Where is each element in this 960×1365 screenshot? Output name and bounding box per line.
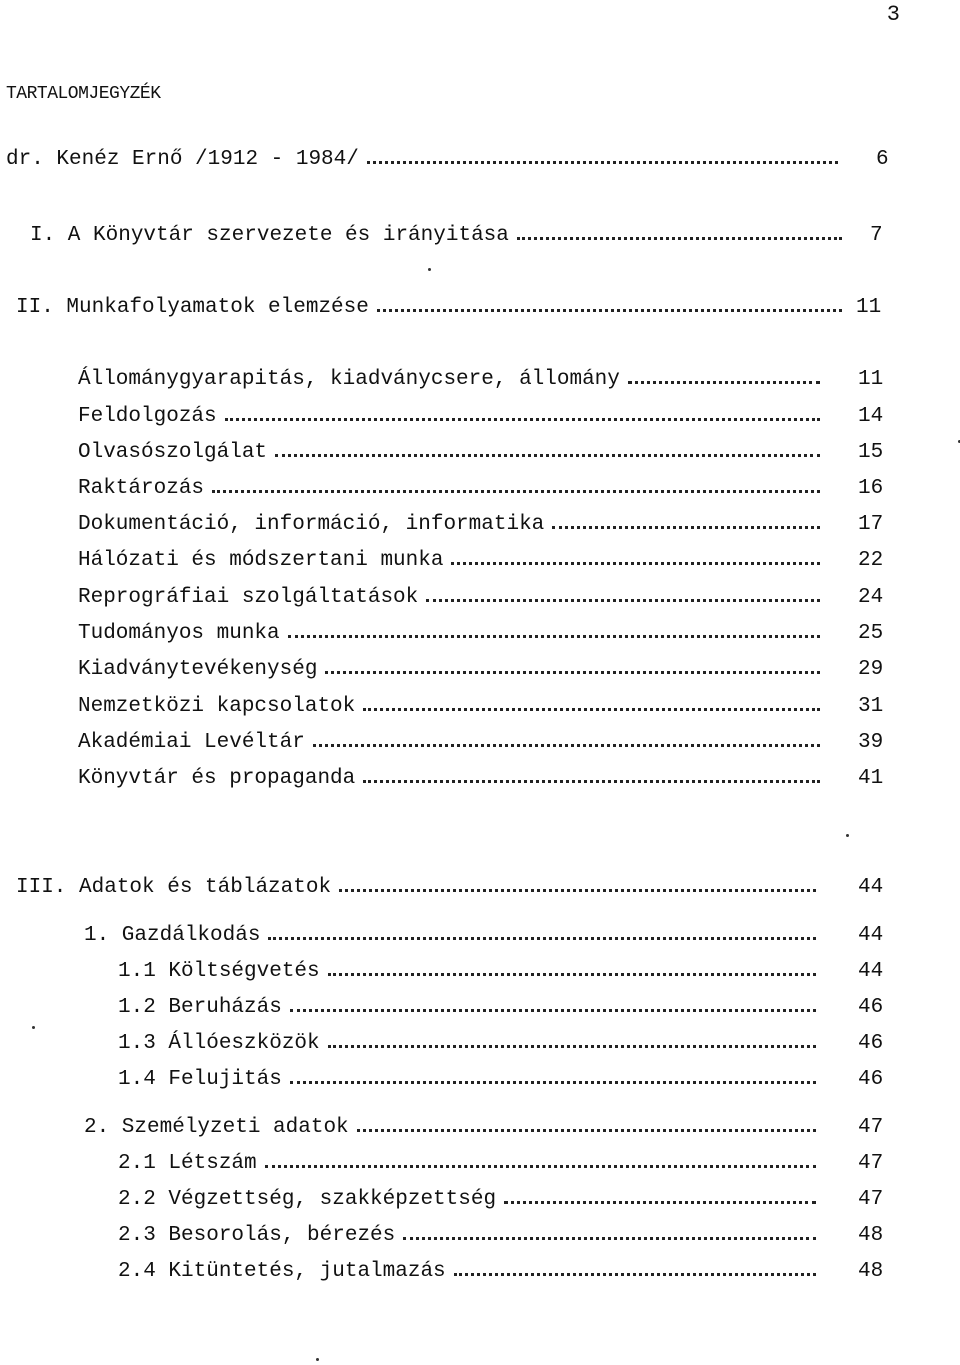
dot-leader — [265, 1165, 816, 1168]
dot-leader — [377, 309, 842, 312]
toc-entry-label: 2.3 Besorolás, bérezés — [118, 1224, 396, 1247]
toc-entry-label: Kiadványtevékenység — [78, 658, 318, 681]
toc-entry — [78, 405, 884, 428]
toc-entry-page: 6 — [876, 148, 889, 171]
toc-entry-page: 15 — [858, 441, 884, 464]
toc-entry-page: 44 — [858, 960, 884, 983]
toc-entry-page: 11 — [858, 368, 884, 391]
dot-leader — [328, 973, 816, 976]
toc-entry-label: 1.3 Állóeszközök — [118, 1032, 320, 1055]
dot-leader — [426, 599, 820, 602]
dot-leader — [357, 1129, 816, 1132]
dot-leader — [275, 454, 820, 457]
toc-entry — [118, 1188, 884, 1211]
toc-entry-page: 17 — [858, 513, 884, 536]
dot-leader — [517, 237, 842, 240]
toc-title: TARTALOMJEGYZÉK — [6, 84, 161, 104]
dot-leader — [313, 744, 820, 747]
toc-entry-label: I. A Könyvtár szervezete és irányitása — [30, 224, 509, 247]
toc-entry — [118, 1068, 884, 1091]
dot-leader — [403, 1237, 816, 1240]
toc-entry-page: 48 — [858, 1260, 884, 1283]
toc-entry — [118, 996, 884, 1019]
toc-entry-page: 22 — [858, 549, 884, 572]
toc-entry — [84, 1116, 884, 1139]
scan-speck — [316, 1358, 319, 1361]
dot-leader — [225, 418, 820, 421]
toc-entry-page: 44 — [858, 876, 884, 899]
toc-entry-page: 31 — [858, 695, 884, 718]
toc-entry — [118, 1152, 884, 1175]
toc-entry-page: 48 — [858, 1224, 884, 1247]
toc-entry — [78, 441, 884, 464]
toc-entry — [118, 960, 884, 983]
dot-leader — [212, 490, 820, 493]
toc-entry-page: 11 — [856, 296, 882, 319]
toc-entry-label: Olvasószolgálat — [78, 441, 268, 464]
toc-entry-label: 2.4 Kitüntetés, jutalmazás — [118, 1260, 446, 1283]
toc-entry-label: Raktározás — [78, 477, 205, 500]
toc-entry — [118, 1032, 884, 1055]
dot-leader — [290, 1081, 816, 1084]
toc-entry — [78, 658, 884, 681]
dot-leader — [328, 1045, 816, 1048]
toc-entry-page: 39 — [858, 731, 884, 754]
dot-leader — [288, 635, 820, 638]
scan-speck — [846, 834, 849, 837]
toc-entry — [78, 695, 884, 718]
toc-entry — [6, 148, 889, 171]
toc-entry-page: 29 — [858, 658, 884, 681]
toc-entry-label: 1. Gazdálkodás — [84, 924, 261, 947]
dot-leader — [504, 1201, 816, 1204]
toc-entry-page: 47 — [858, 1188, 884, 1211]
dot-leader — [367, 161, 838, 164]
toc-entry-label: III. Adatok és táblázatok — [16, 876, 332, 899]
toc-entry-page: 16 — [858, 477, 884, 500]
toc-entry — [16, 876, 884, 899]
dot-leader — [268, 937, 816, 940]
toc-entry-label: II. Munkafolyamatok elemzése — [16, 296, 369, 319]
toc-entry-page: 46 — [858, 1068, 884, 1091]
toc-entry-label: 2.2 Végzettség, szakképzettség — [118, 1188, 497, 1211]
dot-leader — [363, 708, 820, 711]
dot-leader — [339, 889, 816, 892]
toc-entry-page: 46 — [858, 1032, 884, 1055]
dot-leader — [552, 526, 820, 529]
toc-entry — [30, 224, 883, 247]
toc-entry-page: 25 — [858, 622, 884, 645]
toc-entry — [78, 586, 884, 609]
toc-entry-label: Akadémiai Levéltár — [78, 731, 305, 754]
toc-entry — [78, 549, 884, 572]
toc-entry-label: 1.4 Felujitás — [118, 1068, 282, 1091]
toc-entry — [78, 368, 884, 391]
toc-entry-label: Könyvtár és propaganda — [78, 767, 356, 790]
toc-entry-label: Állománygyarapitás, kiadványcsere, állomány — [78, 368, 620, 391]
toc-entry-label: Tudományos munka — [78, 622, 280, 645]
toc-entry-label: dr. Kenéz Ernő /1912 - 1984/ — [6, 148, 359, 171]
dot-leader — [290, 1009, 816, 1012]
toc-entry-page: 7 — [870, 224, 883, 247]
toc-entry-label: Feldolgozás — [78, 405, 217, 428]
toc-entry-label: Nemzetközi kapcsolatok — [78, 695, 356, 718]
toc-entry-page: 44 — [858, 924, 884, 947]
toc-entry — [84, 924, 884, 947]
toc-entry — [118, 1260, 884, 1283]
toc-entry-label: Hálózati és módszertani munka — [78, 549, 444, 572]
dot-leader — [451, 562, 820, 565]
toc-entry-label: Reprográfiai szolgáltatások — [78, 586, 419, 609]
dot-leader — [454, 1273, 816, 1276]
scan-speck — [32, 1026, 35, 1029]
toc-entry — [16, 296, 882, 319]
toc-entry-page: 47 — [858, 1152, 884, 1175]
page-number: 3 — [886, 2, 900, 27]
toc-entry-page: 14 — [858, 405, 884, 428]
toc-entry — [78, 477, 884, 500]
dot-leader — [363, 780, 820, 783]
toc-entry-page: 24 — [858, 586, 884, 609]
toc-entry — [118, 1224, 884, 1247]
toc-entry-page: 47 — [858, 1116, 884, 1139]
toc-entry-label: 2. Személyzeti adatok — [84, 1116, 349, 1139]
toc-entry — [78, 731, 884, 754]
toc-entry-label: 1.1 Költségvetés — [118, 960, 320, 983]
toc-entry — [78, 513, 884, 536]
toc-entry-label: Dokumentáció, információ, informatika — [78, 513, 545, 536]
toc-entry-label: 2.1 Létszám — [118, 1152, 257, 1175]
toc-entry-page: 41 — [858, 767, 884, 790]
toc-entry — [78, 767, 884, 790]
toc-entry-label: 1.2 Beruházás — [118, 996, 282, 1019]
scan-speck — [428, 268, 431, 271]
dot-leader — [628, 381, 820, 384]
toc-entry — [78, 622, 884, 645]
toc-entry-page: 46 — [858, 996, 884, 1019]
dot-leader — [325, 671, 820, 674]
